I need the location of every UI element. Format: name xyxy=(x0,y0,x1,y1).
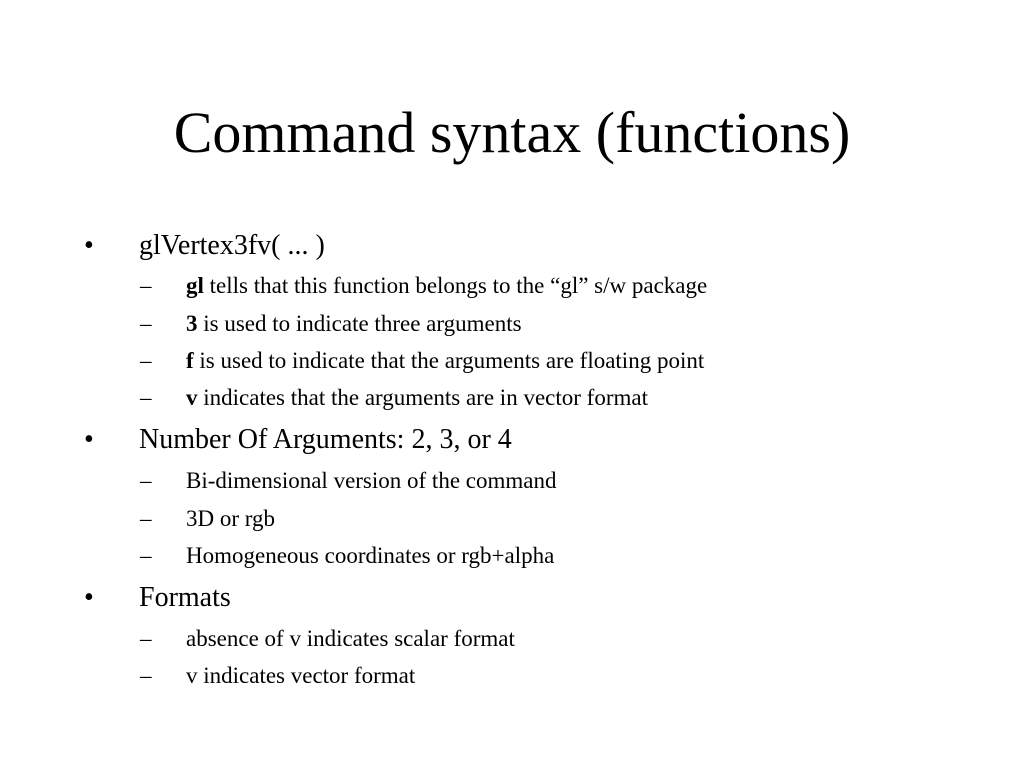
sub-bullet-text: v indicates vector format xyxy=(186,663,416,688)
bold-term: v xyxy=(186,385,198,410)
dash-marker: – xyxy=(140,543,152,568)
dash-marker: – xyxy=(140,663,152,688)
sub-bullet-description: indicates that the arguments are in vector format xyxy=(197,385,648,410)
bold-term: 3 xyxy=(186,311,198,336)
sub-bullet-description: tells that this function belongs to the “gl” s/w package xyxy=(203,273,708,298)
sub-bullet-text xyxy=(186,384,648,412)
sub-bullet-text: absence of v indicates scalar format xyxy=(186,626,515,651)
bold-term: gl xyxy=(186,273,204,298)
bullet-text: Number Of Arguments: 2, 3, or 4 xyxy=(139,424,512,455)
dash-marker: – xyxy=(140,468,152,493)
sub-bullet-description: is used to indicate three arguments xyxy=(197,311,522,336)
slide-title: Command syntax (functions) xyxy=(173,100,851,165)
bullet-marker: • xyxy=(84,424,94,455)
dash-marker: – xyxy=(140,626,152,651)
bullet-marker: • xyxy=(84,582,94,613)
bold-term: f xyxy=(186,348,194,373)
sub-bullet-text: Homogeneous coordinates or rgb+alpha xyxy=(186,543,555,568)
sub-bullet-text xyxy=(186,310,522,338)
bullet-marker: • xyxy=(84,230,94,261)
dash-marker: – xyxy=(140,273,152,298)
sub-bullet-description: is used to indicate that the arguments are floating point xyxy=(193,348,705,373)
sub-bullet-text: Bi-dimensional version of the command xyxy=(186,468,557,493)
sub-bullet-text: 3D or rgb xyxy=(186,506,276,531)
dash-marker: – xyxy=(140,311,152,336)
dash-marker: – xyxy=(140,506,152,531)
sub-bullet-text xyxy=(186,347,704,375)
bullet-text: Formats xyxy=(139,582,231,613)
bullet-text: glVertex3fv( ... ) xyxy=(139,230,325,261)
dash-marker: – xyxy=(140,348,152,373)
sub-bullet-text xyxy=(186,272,707,300)
dash-marker: – xyxy=(140,385,152,410)
